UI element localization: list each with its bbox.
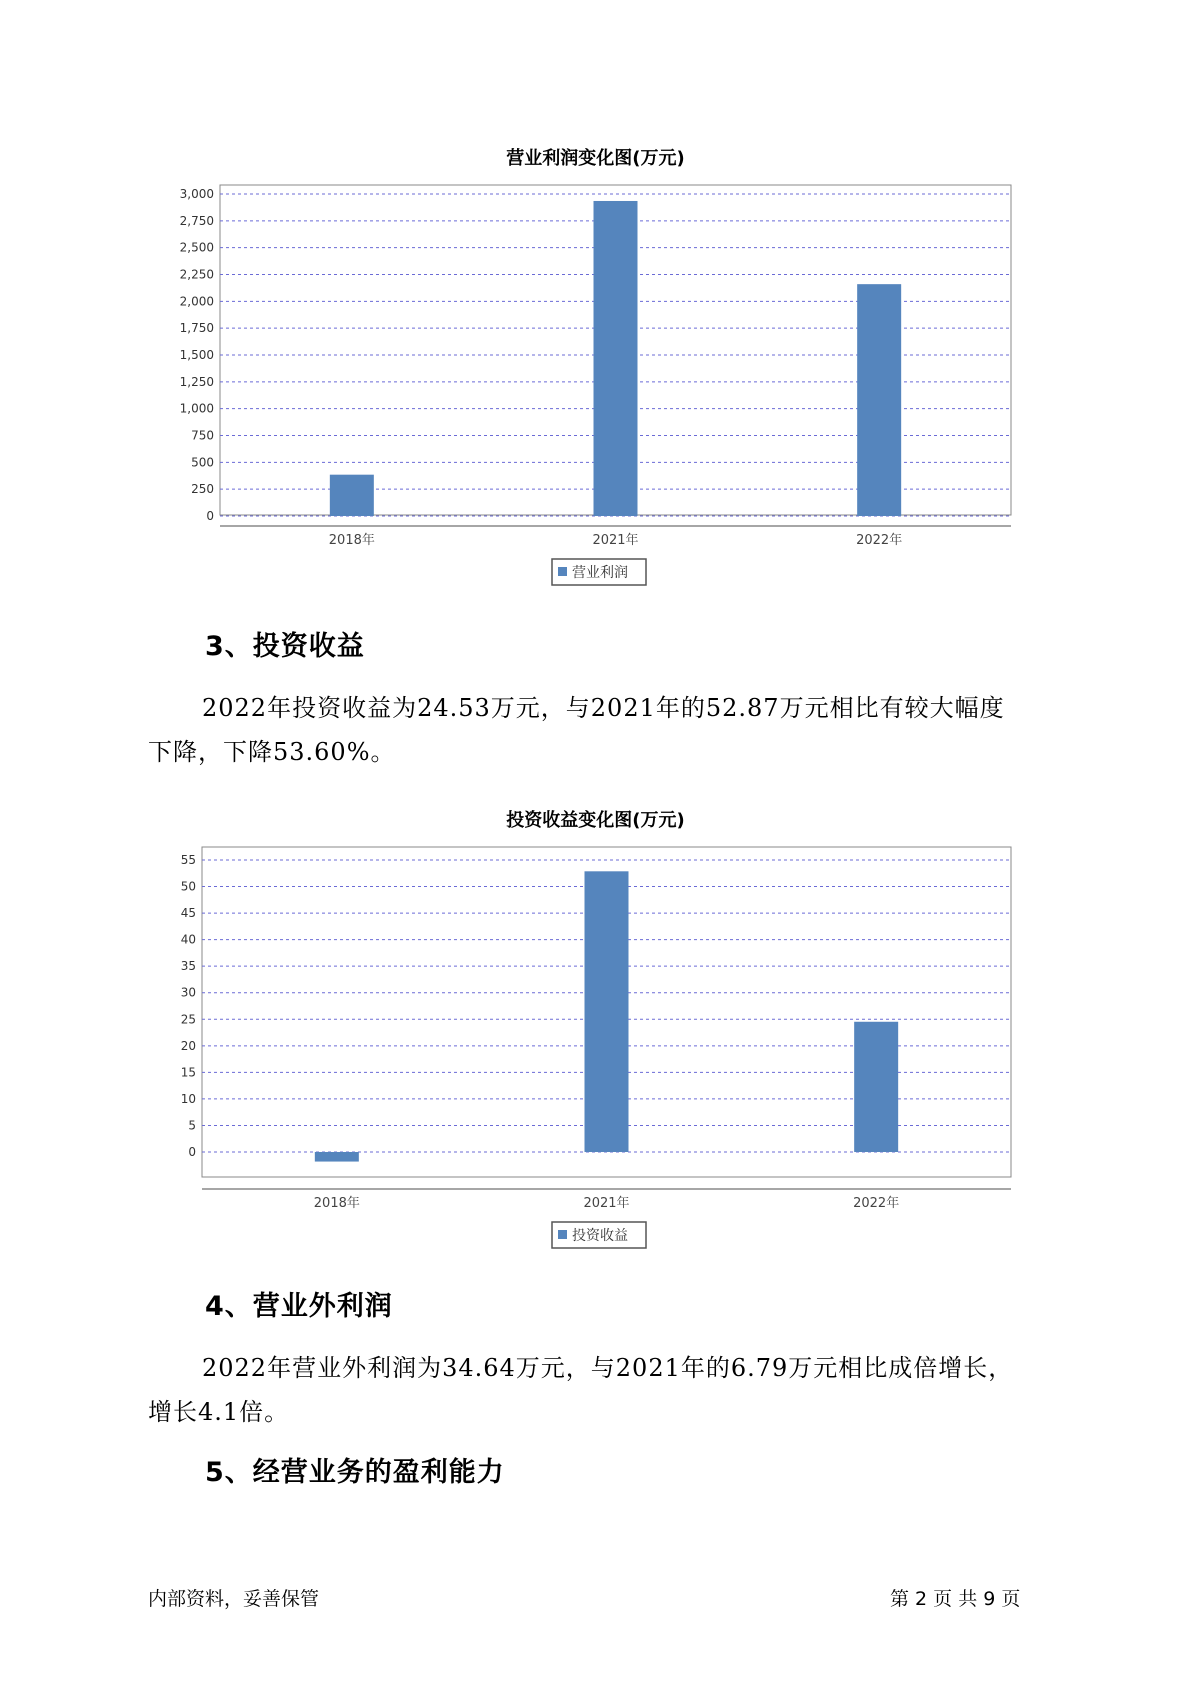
y-tick-label: 25 [180, 1012, 196, 1027]
y-tick-label: 2,500 [179, 240, 214, 255]
bar [857, 284, 901, 516]
y-tick-label: 5 [188, 1118, 196, 1133]
y-tick-label: 2,000 [179, 294, 214, 309]
section-heading: 3、投资收益 [205, 631, 365, 662]
bar [585, 871, 629, 1152]
y-tick-label: 45 [180, 906, 196, 921]
operating-profit-chart [0, 165, 1191, 595]
legend-swatch [558, 567, 567, 576]
bar [330, 475, 374, 516]
y-tick-label: 1,250 [179, 374, 214, 389]
y-tick-label: 1,750 [179, 321, 214, 336]
section-paragraph [148, 1346, 1048, 1434]
y-tick-label: 1,500 [179, 348, 214, 362]
y-tick-label: 50 [180, 879, 196, 894]
bar [315, 1152, 359, 1162]
section-paragraph [148, 686, 1048, 774]
y-tick-label: 20 [180, 1038, 196, 1053]
y-tick-label: 3,000 [179, 187, 214, 201]
y-tick-label: 55 [180, 853, 196, 867]
legend-label: 投资收益 [572, 1228, 628, 1244]
y-tick-label: 500 [191, 455, 214, 470]
footer-page-number: 第 2 页 共 9 页 [890, 1588, 1021, 1610]
x-tick-label: 2021年 [583, 1196, 630, 1211]
footer-confidential-note: 内部资料，妥善保管 [148, 1588, 320, 1610]
y-tick-label: 2,750 [179, 213, 214, 228]
paragraph-line: 2022年投资收益为24.53万元，与2021年的52.87万元相比有较大幅度 [202, 694, 1005, 722]
chart-title: 投资收益变化图(万元) [506, 810, 685, 831]
y-tick-label: 2,250 [179, 267, 214, 282]
investment-income-chart [0, 830, 1191, 1260]
y-tick-label: 0 [206, 509, 214, 523]
section-heading: 5、经营业务的盈利能力 [205, 1457, 505, 1488]
y-tick-label: 30 [180, 985, 196, 1000]
x-tick-label: 2018年 [328, 533, 375, 548]
section-heading: 4、营业外利润 [205, 1291, 393, 1322]
x-tick-label: 2018年 [313, 1196, 360, 1211]
legend-swatch [558, 1230, 567, 1239]
y-tick-label: 40 [180, 932, 196, 947]
x-tick-label: 2021年 [592, 533, 639, 548]
paragraph-line: 下降，下降53.60%。 [148, 738, 396, 766]
y-tick-label: 250 [191, 482, 214, 497]
y-tick-label: 750 [191, 428, 214, 443]
y-tick-label: 35 [180, 959, 196, 974]
legend-label: 营业利润 [572, 565, 628, 581]
y-tick-label: 15 [180, 1065, 196, 1080]
y-tick-label: 1,000 [179, 401, 214, 416]
y-tick-label: 10 [180, 1091, 196, 1106]
bar [594, 201, 638, 516]
paragraph-line: 增长4.1倍。 [148, 1398, 290, 1426]
x-tick-label: 2022年 [853, 1196, 900, 1211]
chart-title: 营业利润变化图(万元) [506, 148, 685, 169]
x-tick-label: 2022年 [856, 533, 903, 548]
y-tick-label: 0 [188, 1145, 196, 1159]
paragraph-line: 2022年营业外利润为34.64万元，与2021年的6.79万元相比成倍增长， [202, 1354, 1014, 1382]
bar [854, 1022, 898, 1152]
